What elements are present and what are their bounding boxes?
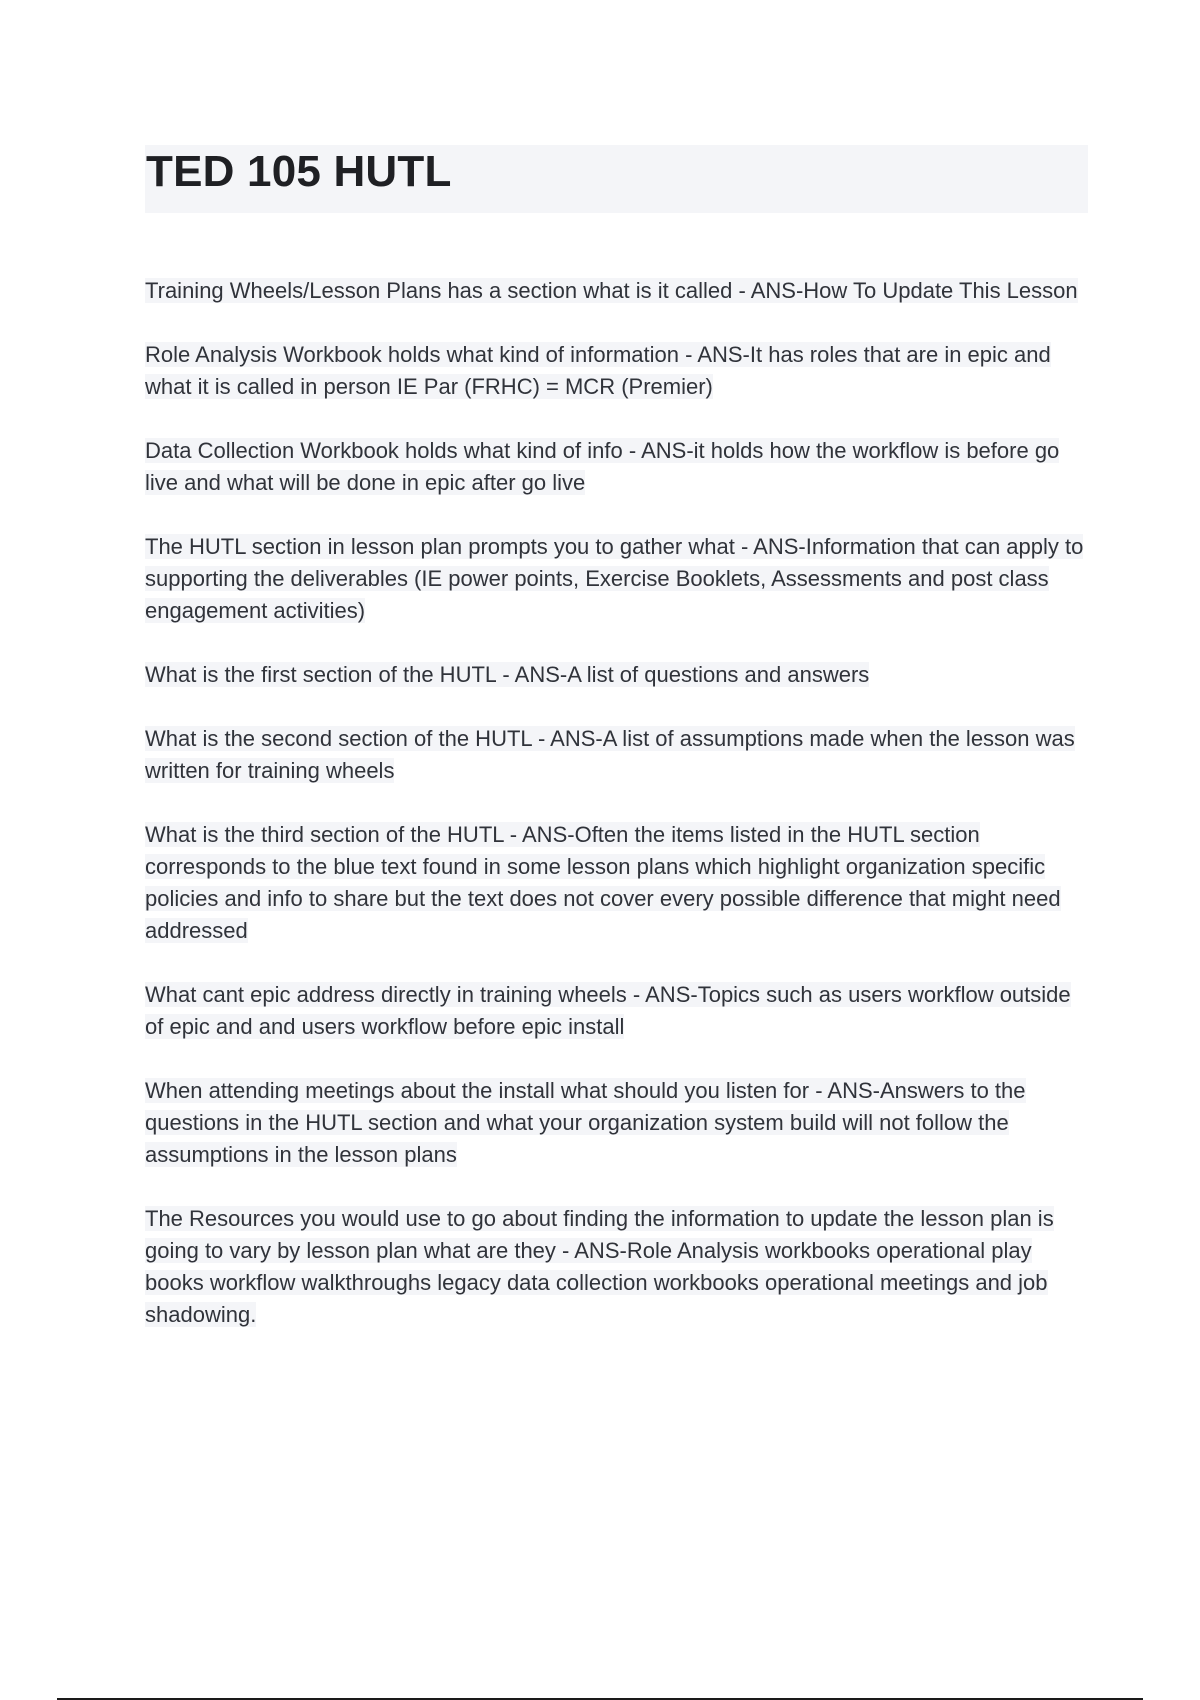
answer-text: Topics such as users workflow outside of epic and and users workflow before epic install [145,982,1071,1039]
qa-item [145,979,1093,1043]
answer-text: Role Analysis workbooks operational play books workflow walkthroughs legacy data collection workbooks operational meetings and job shadowing. [145,1238,1048,1327]
answer-marker: - ANS- [531,726,603,751]
qa-item [145,531,1093,627]
document-title: TED 105 HUTL [146,147,452,196]
qa-highlight [145,534,1083,623]
answer-text: Often the items listed in the HUTL section corresponds to the blue text found in some lesson plans which highlight organization specific policies and info to share but the text does not cover every possible difference that might need addressed [145,822,1061,943]
qa-text [145,531,1093,627]
qa-text [145,1203,1093,1331]
question-text: When attending meetings about the install what should you listen for [145,1078,810,1103]
qa-text [145,819,1093,947]
qa-text [145,723,1093,787]
qa-highlight [145,662,869,687]
qa-highlight [145,726,1075,783]
answer-marker: - ANS- [555,1238,627,1263]
qa-text [145,979,1093,1043]
qa-item [145,819,1093,947]
qa-highlight [145,278,1078,303]
qa-item [145,435,1093,499]
question-text: What is the second section of the HUTL [145,726,532,751]
question-text: Data Collection Workbook holds what kind of info [145,438,623,463]
question-text: The Resources you would use to go about finding the information to update the lesson plan is going to vary by lesson plan what are they [145,1206,1054,1263]
answer-text: A list of assumptions made when the lesson was written for training wheels [145,726,1075,783]
qa-list [145,275,1093,1363]
answer-text: It has roles that are in epic and what it is called in person IE Par (FRHC) = MCR (Premier) [145,342,1051,399]
question-text: Training Wheels/Lesson Plans has a section what is it called [145,278,733,303]
qa-item [145,339,1093,403]
qa-item [145,659,1093,691]
question-text: Role Analysis Workbook holds what kind of information [145,342,679,367]
answer-marker: - ANS- [734,534,806,559]
answer-marker: - ANS- [678,342,750,367]
qa-highlight [145,1078,1026,1167]
answer-marker: - ANS- [503,822,575,847]
answer-text: Answers to the questions in the HUTL section and what your organization system build will not follow the assumptions in the lesson plans [145,1078,1026,1167]
question-text: What is the first section of the HUTL [145,662,497,687]
qa-text [145,659,1093,691]
answer-text: Information that can apply to supporting the deliverables (IE power points, Exercise Booklets, Assessments and post class engagement activities) [145,534,1084,623]
qa-text [145,435,1093,499]
qa-item [145,1203,1093,1331]
qa-highlight [145,1206,1054,1327]
qa-item [145,1075,1093,1171]
answer-marker: - ANS- [732,278,804,303]
qa-text [145,275,1093,307]
qa-highlight [145,438,1059,495]
answer-marker: - ANS- [622,438,694,463]
qa-text [145,1075,1093,1171]
question-text: The HUTL section in lesson plan prompts you to gather what [145,534,735,559]
qa-item [145,275,1093,307]
answer-marker: - ANS- [626,982,698,1007]
answer-text: A list of questions and answers [567,662,870,687]
question-text: What is the third section of the HUTL [145,822,504,847]
answer-text: it holds how the workflow is before go live and what will be done in epic after go live [145,438,1060,495]
qa-highlight [145,822,1061,943]
qa-item [145,723,1093,787]
answer-text: How To Update This Lesson [803,278,1078,303]
qa-highlight [145,982,1071,1039]
question-text: What cant epic address directly in training wheels [145,982,627,1007]
answer-marker: - ANS- [496,662,568,687]
answer-marker: - ANS- [809,1078,880,1103]
qa-highlight [145,342,1051,399]
qa-text [145,339,1093,403]
